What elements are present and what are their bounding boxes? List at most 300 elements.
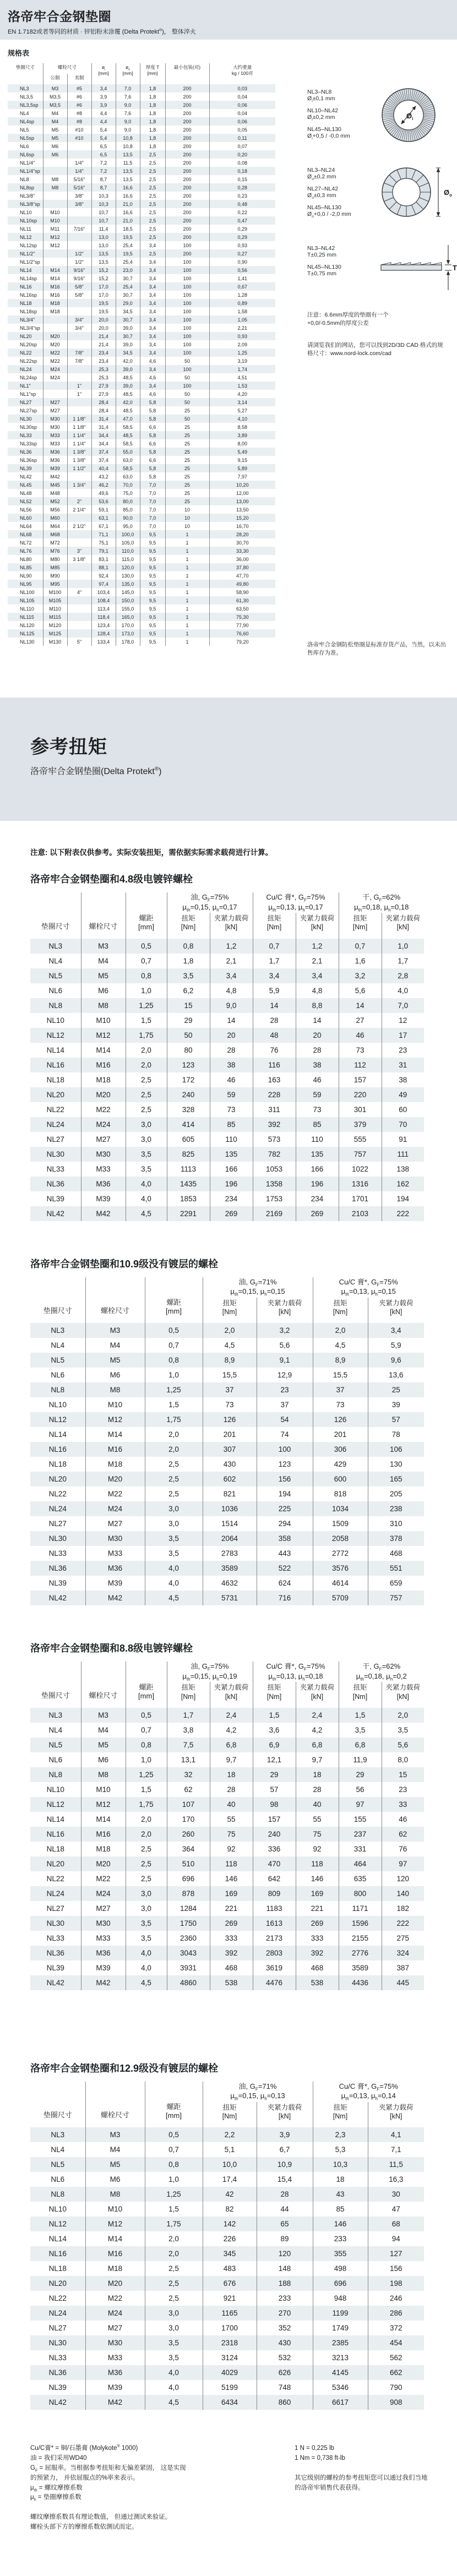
cell: 13,6 (368, 1368, 424, 1382)
tolerance-item: NL45–NL130 $Ø_o+0,0 / -2,0$ mm (307, 204, 351, 219)
cell: 55,0 (116, 448, 140, 456)
cell: NL30 (20, 416, 32, 422)
torque-table-1-title: 洛帝牢合金钢垫圈和4.8级电镀锌螺栓 (30, 874, 193, 885)
cell: 28 (253, 1013, 296, 1028)
cell: 3,4 (140, 299, 165, 307)
spec-row (8, 332, 275, 340)
torque-section-header (0, 698, 457, 821)
spec-row (8, 291, 275, 299)
cell: NL8sp (20, 184, 35, 190)
cell: 30 (368, 2187, 424, 2202)
cell: NL36sp (20, 457, 37, 463)
cell: 5,8 (140, 415, 165, 423)
footnote-line: 的洛帝牢销售代表获得。 (295, 2484, 364, 2491)
cell: 948 (313, 2291, 368, 2306)
cell: 8,7 (91, 175, 116, 183)
cell: 14 (296, 1013, 339, 1028)
cell: #6 (67, 92, 91, 101)
spec-row (8, 233, 275, 241)
torque-row (30, 1591, 424, 1605)
cell: 6,6 (140, 423, 165, 431)
cell: 9,5 (140, 604, 165, 613)
cell: 1596 (339, 1916, 382, 1931)
cell: 0,7 (126, 954, 167, 968)
cell: NL16 (20, 284, 32, 290)
spec-row (8, 307, 275, 315)
cell: NL20 (20, 333, 32, 339)
spec-row (8, 431, 275, 439)
cell: 29 (167, 1013, 210, 1028)
cell: 21,4 (91, 332, 116, 340)
cell (67, 216, 91, 225)
cell: 809 (253, 1886, 296, 1901)
cell: M36 (81, 1177, 126, 1191)
cell: 4,1 (368, 2127, 424, 2142)
cell: 10,20 (209, 481, 275, 489)
cell: 238 (368, 1501, 424, 1516)
cell: NL16 (48, 2250, 67, 2258)
cell: 2103 (339, 1206, 382, 1221)
cell: M90 (43, 571, 67, 580)
cell: M24 (85, 2306, 145, 2321)
cell: 76 (382, 1842, 424, 1856)
footnote-line: 的预紧力， 并依屈服点的%率来表示。 (30, 2474, 139, 2481)
cell: NL56 (20, 507, 32, 513)
cell: M95 (43, 580, 67, 588)
tolerance-item: NL27–NL42 $Ø_o\pm 0,3$ mm (307, 186, 339, 200)
cell: 123 (257, 1457, 313, 1472)
cell: 42 (203, 2187, 257, 2202)
footnote-line: 1 N = 0,225 lb (295, 2445, 334, 2452)
cell: NL22 (46, 1874, 64, 1883)
cell: 2783 (203, 1546, 257, 1561)
cell: 34,4 (91, 431, 116, 439)
cell: 47,0 (116, 415, 140, 423)
spec-row (8, 258, 275, 266)
cell: 58,5 (116, 464, 140, 472)
cell: 7,0 (140, 481, 165, 489)
group-cuc-paste: Cu/C 膏*, $G_F=75\%$ $\mu_{th}=0,13$, $\mu_h=0,18$ (253, 1662, 339, 1682)
cell: 237 (339, 1827, 382, 1842)
cell: NL1" (20, 383, 31, 389)
cell: 49 (382, 1087, 424, 1102)
spec-row (8, 497, 275, 505)
cell: 63,50 (209, 604, 275, 613)
cell: 3,9 (257, 2127, 313, 2142)
cell: 73 (203, 1397, 257, 1412)
cell: 16,3 (368, 2172, 424, 2187)
cell: 1 (165, 530, 209, 538)
torque-row (30, 1975, 424, 1990)
cell: NL48 (20, 490, 32, 496)
cell: 4,0 (145, 1561, 203, 1576)
cell: 445 (382, 1975, 424, 1990)
cell: 3,4 (140, 382, 165, 390)
cell: 2,5 (140, 216, 165, 225)
cell: 85,0 (116, 505, 140, 514)
cell: 498 (313, 2261, 368, 2276)
cell: 5,3 (313, 2142, 368, 2157)
cell: 169 (296, 1886, 339, 1901)
cell: 1199 (313, 2306, 368, 2321)
cell: 275 (382, 1931, 424, 1946)
cell: 522 (257, 1561, 313, 1576)
spec-section-title: 规格表 (8, 49, 30, 57)
cell: 2,5 (140, 249, 165, 258)
cell: 8,00 (209, 439, 275, 448)
cell: 39,0 (116, 340, 140, 348)
cell: 0,20 (209, 150, 275, 159)
cell: 107 (167, 1797, 210, 1812)
cell: 3,0 (126, 1886, 167, 1901)
cell: NL14 (48, 2235, 67, 2243)
cell: NL39 (48, 2383, 67, 2392)
cell: 130 (368, 1457, 424, 1472)
cell: 307 (203, 1442, 257, 1457)
cell: 2,3 (313, 2127, 368, 2142)
cell: 3,8 (167, 1723, 210, 1738)
cell: 748 (257, 2380, 313, 2395)
spec-row (8, 142, 275, 150)
cell: 3,4 (140, 315, 165, 324)
cell: 0,90 (209, 258, 275, 266)
cell: 2,5 (140, 233, 165, 241)
cell: 200 (165, 84, 209, 92)
cell: 10,3 (91, 192, 116, 200)
cell: 1,53 (209, 382, 275, 390)
cell: 37,4 (91, 456, 116, 464)
cell: 0,04 (209, 109, 275, 117)
cell: 2,5 (140, 159, 165, 167)
col-min-packaging: 最小包装(对) (165, 63, 209, 84)
cell: 19,5 (116, 233, 140, 241)
cell: 5/8" (67, 282, 91, 291)
cell: 1,8 (167, 954, 210, 968)
cell: 2,5 (145, 1457, 203, 1472)
cell: 138 (382, 1162, 424, 1177)
cell: 6,8 (339, 1738, 382, 1752)
cell: 32 (167, 1767, 210, 1782)
cell: 34,4 (91, 439, 116, 448)
cell: 3213 (313, 2350, 368, 2365)
cell: 98 (253, 1797, 296, 1812)
cell: 20,0 (91, 324, 116, 332)
cell: 200 (165, 183, 209, 192)
cell: M22 (85, 1486, 145, 1501)
cell: M12 (85, 2216, 145, 2231)
cell: 61,30 (209, 596, 275, 604)
cell: NL12sp (20, 242, 37, 248)
cell: 9,0 (116, 117, 140, 126)
cell: 106 (368, 1442, 424, 1457)
cell: M27 (81, 1132, 126, 1147)
cell: 34,5 (116, 307, 140, 315)
col-inner-diameter: $ø_i$ [mm] (91, 63, 116, 84)
cell: 1 3/8" (67, 456, 91, 464)
cell: 120 (257, 2246, 313, 2261)
cell: 7,2 (91, 167, 116, 175)
cell: 1,8 (140, 84, 165, 92)
cell: 108,4 (91, 596, 116, 604)
cell: 379 (339, 1117, 382, 1132)
spec-row (8, 282, 275, 291)
cell: 8,9 (313, 1353, 368, 1368)
cell: 10,0 (203, 2157, 257, 2172)
cell: NL14 (20, 267, 32, 273)
cell: 0,48 (209, 200, 275, 208)
cell: NL27 (48, 1520, 67, 1528)
torque-table-grade-12-9 (30, 2082, 424, 2410)
cell: 2,8 (382, 968, 424, 983)
cell: 4436 (339, 1975, 382, 1990)
cell: 1284 (167, 1901, 210, 1916)
cell: 162 (382, 1177, 424, 1191)
cell: 2,0 (145, 2246, 203, 2261)
cell: NL18 (46, 1844, 64, 1853)
torque-row (30, 2142, 424, 2157)
cell: 173,0 (116, 629, 140, 638)
cell: 4,0 (145, 2365, 203, 2380)
cell (67, 365, 91, 373)
cell: 13,5 (91, 258, 116, 266)
torque-table-3-title: 洛帝牢合金钢垫圈和8.8级电镀锌螺栓 (30, 1643, 193, 1654)
cell: 23,4 (91, 348, 116, 357)
col-pitch: 螺距 [mm] (126, 1662, 167, 1708)
cell: 5,8 (140, 448, 165, 456)
cell: M14 (43, 274, 67, 282)
cell: 9,5 (140, 613, 165, 621)
cell: 2,5 (145, 2276, 203, 2291)
spec-row (8, 150, 275, 159)
cell: 0,04 (209, 92, 275, 101)
cell: M36 (81, 1946, 126, 1960)
tolerance-item: NL10–NL42 $Ø_i\pm 0,2$ mm (307, 107, 339, 122)
cell: NL52 (20, 498, 32, 504)
torque-row (30, 1708, 424, 1723)
cell: 1/4" (67, 167, 91, 175)
spec-row (8, 406, 275, 415)
cell (43, 382, 67, 390)
cell (67, 571, 91, 580)
cell: 91 (382, 1132, 424, 1147)
col-weight: 大约重量 kg / 100对 (209, 63, 275, 84)
col-bolt-size: 螺栓尺寸 (81, 1662, 126, 1708)
cell: NL20sp (20, 341, 37, 347)
cell: 2,0 (313, 1323, 368, 1338)
cell: 4,8 (210, 983, 253, 998)
cell: M4 (81, 954, 126, 968)
cell: M42 (81, 1975, 126, 1990)
cell: 878 (167, 1886, 210, 1901)
cell: 270 (257, 2306, 313, 2321)
cell: 233 (313, 2231, 368, 2246)
cell: 58,5 (116, 439, 140, 448)
cell: 37 (257, 1397, 313, 1412)
cell: 28 (210, 1782, 253, 1797)
cell: NL24 (48, 2309, 67, 2318)
cell: 4,0 (126, 1960, 167, 1975)
cell: M30 (85, 2335, 145, 2350)
cell: 1183 (253, 1901, 296, 1916)
cell: 3,4 (140, 307, 165, 315)
spec-row (8, 134, 275, 142)
cell: 10 (165, 514, 209, 522)
cell: NL30 (46, 1150, 64, 1158)
cell: 2,5 (126, 1856, 167, 1871)
cell: 1 3/8" (67, 448, 91, 456)
cell: 13,00 (209, 497, 275, 505)
cell (43, 200, 67, 208)
cell: 800 (339, 1886, 382, 1901)
footnote-line: 其它级别的螺栓的参考扭矩您可以通过我们当地 (295, 2474, 428, 2481)
cell: 178,0 (116, 638, 140, 646)
cell: 19,5 (116, 249, 140, 258)
cell: 40,4 (91, 464, 116, 472)
torque-row (30, 1752, 424, 1767)
cell: 200 (165, 200, 209, 208)
col-torque: 扭矩 [Nm] (253, 913, 296, 939)
cell: 126 (313, 1412, 368, 1427)
cell: 921 (203, 2291, 257, 2306)
torque-row (30, 1960, 424, 1975)
cell: NL33 (48, 2354, 67, 2362)
cell: 100 (165, 365, 209, 373)
cell: 13,0 (91, 233, 116, 241)
cell: 25 (165, 456, 209, 464)
cell: 234 (210, 1191, 253, 1206)
cell: NL36 (46, 1179, 64, 1188)
cell: 2,5 (145, 1486, 203, 1501)
cell: M24 (43, 365, 67, 373)
cell: 80 (167, 1043, 210, 1058)
cell: NL5 (48, 971, 63, 980)
cad-url[interactable]: www.nord-lock.com/cad (330, 350, 391, 357)
cell: 39,0 (116, 365, 140, 373)
cell: 198 (368, 2276, 424, 2291)
cell: 1,8 (140, 117, 165, 126)
cell: NL18 (46, 1075, 64, 1084)
svg-text:T: T (453, 264, 457, 272)
cell: 58,5 (116, 423, 140, 431)
cell: 9,5 (140, 563, 165, 571)
cell: 21,4 (91, 340, 116, 348)
cell: 9,5 (140, 638, 165, 646)
cell: 1 (165, 580, 209, 588)
cell: 5731 (203, 1591, 257, 1605)
cell: 538 (210, 1975, 253, 1990)
torque-notice: 注意: 以下附表仅供参考。实际安装扭矩，需依据实际需求载荷进行计算。 (30, 848, 273, 857)
cell: M3 (85, 1323, 145, 1338)
cell: 15,20 (209, 514, 275, 522)
cell: 4,8 (296, 983, 339, 998)
torque-row (30, 1442, 424, 1457)
cell: 1 1/8" (67, 415, 91, 423)
cell: 6,8 (296, 1738, 339, 1752)
cell: 790 (368, 2380, 424, 2395)
torque-row (30, 1117, 424, 1132)
torque-row (30, 968, 424, 983)
cell: 13,1 (167, 1752, 210, 1767)
cell: 63,1 (91, 514, 116, 522)
cell: NL27 (46, 1135, 64, 1143)
tolerance-item: NL45–NL130 $Ø_i+0,5 / -0,0$ mm (307, 126, 350, 141)
cell: 75 (296, 1827, 339, 1842)
torque-row (30, 1516, 424, 1531)
cell: 2" (67, 497, 91, 505)
cell: M30 (43, 423, 67, 431)
cell (67, 406, 91, 415)
cell: 12,1 (253, 1752, 296, 1767)
cell: 11,4 (91, 225, 116, 233)
cell: NL64 (20, 523, 32, 529)
cell: 4" (67, 588, 91, 596)
torque-row (30, 1072, 424, 1087)
cell (67, 580, 91, 588)
cell: NL100 (20, 589, 35, 595)
cell: #6 (67, 101, 91, 109)
cell: 1 (165, 588, 209, 596)
cell: 9/16" (67, 266, 91, 274)
cell: 2,0 (145, 1442, 203, 1457)
footnote-line (30, 2503, 273, 2513)
cell: 7,0 (140, 497, 165, 505)
cell: 20 (210, 1028, 253, 1043)
cad-note-text: 请浏览我们的网站，您可以找到2D/3D CAD 格式的规格尺寸： (307, 342, 443, 357)
cell: 1,5 (145, 2202, 203, 2216)
cell: 642 (253, 1871, 296, 1886)
cell: 73 (313, 1397, 368, 1412)
cell: M18 (43, 307, 67, 315)
cell: 3,5 (339, 1723, 382, 1738)
cell: 75,1 (91, 538, 116, 547)
cell: 1853 (167, 1191, 210, 1206)
cell: 1,8 (140, 109, 165, 117)
torque-row (30, 1397, 424, 1412)
cell: 62 (382, 1827, 424, 1842)
cell: 29,0 (116, 299, 140, 307)
cell: 3619 (253, 1960, 296, 1975)
footnote-line: $\mu_h$ = 垫圈摩擦系数 (30, 2494, 81, 2502)
cell: 3,14 (209, 398, 275, 406)
torque-row (30, 1177, 424, 1191)
cell: 2,5 (126, 1871, 167, 1886)
cell: 1,6 (339, 954, 382, 968)
spec-row (8, 340, 275, 348)
torque-row (30, 2291, 424, 2306)
cell: 16,70 (209, 522, 275, 530)
cell: 10,8 (116, 142, 140, 150)
cell: NL33 (46, 1164, 64, 1173)
spec-row (8, 159, 275, 167)
cell: 110 (210, 1132, 253, 1147)
cell: M5 (43, 126, 67, 134)
cell: 7,6 (116, 92, 140, 101)
cell: 226 (203, 2231, 257, 2246)
cell: 269 (296, 1916, 339, 1931)
cell (67, 307, 91, 315)
cell: M24 (85, 1501, 145, 1516)
cell: 150,0 (116, 596, 140, 604)
col-clamp-load: 夹紧力载荷 [kN] (257, 1298, 313, 1324)
cell: 12 (382, 1013, 424, 1028)
col-bolt-size: 螺栓尺寸 (43, 63, 91, 74)
spec-row (8, 266, 275, 274)
cell: 7,6 (116, 109, 140, 117)
cell: 1750 (167, 1916, 210, 1931)
cell: 110 (296, 1132, 339, 1147)
cell: 116 (253, 1058, 296, 1072)
cell: 2,1 (210, 954, 253, 968)
